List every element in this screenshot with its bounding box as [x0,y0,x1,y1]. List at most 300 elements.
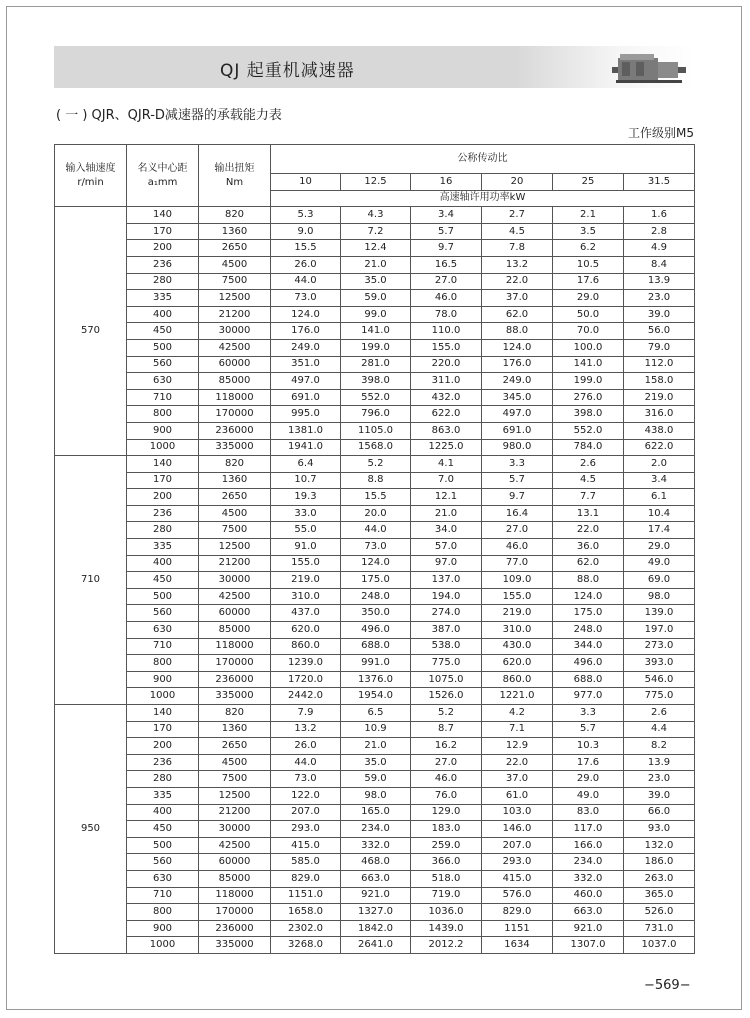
table-row [55,522,695,539]
power-cell: 622.0 [411,406,482,423]
ratio-header: 16 [411,174,482,191]
power-cell: 1376.0 [341,671,411,688]
center-distance-cell: 400 [127,306,199,323]
power-cell: 5.3 [271,207,341,224]
power-cell: 17.4 [624,522,695,539]
power-cell: 176.0 [482,356,553,373]
power-cell: 46.0 [411,290,482,307]
table-row [55,622,695,639]
power-cell: 137.0 [411,572,482,589]
power-cell: 921.0 [341,887,411,904]
power-cell: 977.0 [553,688,624,705]
power-cell: 1225.0 [411,439,482,456]
power-cell: 146.0 [482,821,553,838]
power-cell: 468.0 [341,854,411,871]
power-cell: 158.0 [624,373,695,390]
torque-cell: 1360 [199,472,271,489]
table-row [55,505,695,522]
center-distance-cell: 710 [127,638,199,655]
center-distance-cell: 710 [127,887,199,904]
table-row [55,821,695,838]
power-cell: 4.5 [482,223,553,240]
power-cell: 688.0 [341,638,411,655]
power-cell: 1381.0 [271,422,341,439]
center-distance-cell: 900 [127,671,199,688]
power-cell: 23.0 [624,290,695,307]
power-cell: 4.4 [624,721,695,738]
table-row [55,837,695,854]
power-cell: 78.0 [411,306,482,323]
power-cell: 15.5 [271,240,341,257]
table-row [55,738,695,755]
power-cell: 22.0 [482,273,553,290]
power-cell: 620.0 [482,655,553,672]
power-cell: 16.2 [411,738,482,755]
power-cell: 663.0 [341,870,411,887]
power-cell: 124.0 [271,306,341,323]
power-cell: 13.9 [624,754,695,771]
table-row [55,373,695,390]
center-distance-cell: 140 [127,705,199,722]
torque-cell: 4500 [199,754,271,771]
center-distance-cell: 500 [127,588,199,605]
power-cell: 13.2 [271,721,341,738]
center-distance-cell: 335 [127,787,199,804]
power-cell: 398.0 [553,406,624,423]
power-cell: 248.0 [553,622,624,639]
center-distance-cell: 500 [127,339,199,356]
power-cell: 1307.0 [553,937,624,954]
power-cell: 4.9 [624,240,695,257]
power-cell: 991.0 [341,655,411,672]
table-row [55,389,695,406]
power-cell: 117.0 [553,821,624,838]
torque-cell: 42500 [199,588,271,605]
table-row [55,705,695,722]
center-distance-cell: 450 [127,572,199,589]
power-cell: 4.3 [341,207,411,224]
torque-cell: 85000 [199,622,271,639]
torque-cell: 42500 [199,837,271,854]
power-cell: 3.3 [553,705,624,722]
input-speed-cell: 570 [55,207,127,456]
power-cell: 61.0 [482,787,553,804]
table-row [55,721,695,738]
torque-cell: 85000 [199,870,271,887]
torque-cell: 42500 [199,339,271,356]
power-cell: 103.0 [482,804,553,821]
power-cell: 69.0 [624,572,695,589]
power-cell: 6.5 [341,705,411,722]
power-cell: 2.6 [624,705,695,722]
torque-cell: 236000 [199,920,271,937]
power-cell: 73.0 [271,771,341,788]
power-cell: 860.0 [271,638,341,655]
power-cell: 219.0 [482,605,553,622]
power-cell: 35.0 [341,754,411,771]
power-cell: 132.0 [624,837,695,854]
power-cell: 10.5 [553,256,624,273]
power-cell: 497.0 [271,373,341,390]
torque-cell: 2650 [199,738,271,755]
input-speed-cell: 710 [55,456,127,705]
center-distance-cell: 236 [127,256,199,273]
power-cell: 183.0 [411,821,482,838]
power-cell: 36.0 [553,539,624,556]
power-cell: 2.8 [624,223,695,240]
torque-cell: 85000 [199,373,271,390]
power-cell: 21.0 [341,738,411,755]
torque-cell: 820 [199,705,271,722]
power-cell: 731.0 [624,920,695,937]
power-cell: 921.0 [553,920,624,937]
torque-cell: 118000 [199,638,271,655]
power-cell: 526.0 [624,904,695,921]
power-cell: 7.1 [482,721,553,738]
power-cell: 663.0 [553,904,624,921]
center-distance-cell: 280 [127,771,199,788]
power-cell: 7.2 [341,223,411,240]
power-cell: 175.0 [341,572,411,589]
power-cell: 46.0 [482,539,553,556]
torque-cell: 170000 [199,904,271,921]
center-distance-cell: 450 [127,323,199,340]
power-cell: 576.0 [482,887,553,904]
torque-cell: 2650 [199,240,271,257]
power-cell: 37.0 [482,771,553,788]
power-cell: 1239.0 [271,655,341,672]
table-row [55,588,695,605]
center-distance-cell: 800 [127,904,199,921]
torque-cell: 236000 [199,671,271,688]
power-cell: 83.0 [553,804,624,821]
power-cell: 34.0 [411,522,482,539]
power-cell: 6.4 [271,456,341,473]
power-cell: 73.0 [271,290,341,307]
power-cell: 17.6 [553,754,624,771]
power-cell: 5.7 [482,472,553,489]
power-cell: 55.0 [271,522,341,539]
power-cell: 1036.0 [411,904,482,921]
table-row [55,256,695,273]
power-cell: 46.0 [411,771,482,788]
center-distance-cell: 170 [127,472,199,489]
center-distance-cell: 630 [127,373,199,390]
torque-cell: 30000 [199,821,271,838]
torque-cell: 2650 [199,489,271,506]
power-cell: 166.0 [553,837,624,854]
torque-cell: 820 [199,456,271,473]
power-cell: 310.0 [271,588,341,605]
table-row [55,937,695,954]
power-cell: 26.0 [271,256,341,273]
power-cell: 10.9 [341,721,411,738]
torque-cell: 170000 [199,406,271,423]
power-cell: 4.2 [482,705,553,722]
power-cell: 8.2 [624,738,695,755]
center-distance-cell: 560 [127,854,199,871]
power-cell: 234.0 [553,854,624,871]
work-class-label: 工作级别M5 [628,126,694,140]
torque-cell: 335000 [199,937,271,954]
power-cell: 1658.0 [271,904,341,921]
power-cell: 263.0 [624,870,695,887]
power-cell: 29.0 [553,290,624,307]
power-cell: 17.6 [553,273,624,290]
center-distance-cell: 400 [127,804,199,821]
torque-cell: 4500 [199,256,271,273]
power-cell: 29.0 [624,539,695,556]
torque-cell: 7500 [199,522,271,539]
power-cell: 332.0 [553,870,624,887]
power-cell: 27.0 [411,273,482,290]
power-cell: 1439.0 [411,920,482,937]
power-cell: 175.0 [553,605,624,622]
table-row [55,754,695,771]
power-cell: 155.0 [411,339,482,356]
power-cell: 3.4 [624,472,695,489]
center-distance-cell: 1000 [127,937,199,954]
torque-cell: 1360 [199,721,271,738]
power-cell: 1151.0 [271,887,341,904]
torque-cell: 12500 [199,539,271,556]
power-cell: 37.0 [482,290,553,307]
power-cell: 44.0 [271,273,341,290]
power-cell: 259.0 [411,837,482,854]
power-cell: 13.1 [553,505,624,522]
power-cell: 3268.0 [271,937,341,954]
power-cell: 124.0 [482,339,553,356]
power-cell: 73.0 [341,539,411,556]
section-title: ( 一 ) QJR、QJR-D减速器的承载能力表 [56,108,282,123]
power-cell: 1842.0 [341,920,411,937]
center-distance-cell: 560 [127,356,199,373]
power-cell: 1037.0 [624,937,695,954]
table-row [55,638,695,655]
power-cell: 538.0 [411,638,482,655]
table-row [55,854,695,871]
power-cell: 50.0 [553,306,624,323]
torque-cell: 30000 [199,323,271,340]
power-cell: 273.0 [624,638,695,655]
power-cell: 5.7 [553,721,624,738]
power-cell: 12.1 [411,489,482,506]
power-cell: 691.0 [482,422,553,439]
power-cell: 496.0 [553,655,624,672]
power-cell: 44.0 [271,754,341,771]
power-cell: 2.0 [624,456,695,473]
center-distance-cell: 335 [127,539,199,556]
power-cell: 293.0 [271,821,341,838]
table-row [55,572,695,589]
table-row [55,771,695,788]
power-cell: 784.0 [553,439,624,456]
power-cell: 351.0 [271,356,341,373]
power-cell: 518.0 [411,870,482,887]
power-cell: 2641.0 [341,937,411,954]
table-row [55,472,695,489]
center-distance-cell: 140 [127,207,199,224]
power-cell: 350.0 [341,605,411,622]
input-speed-cell: 950 [55,705,127,954]
power-cell: 5.2 [341,456,411,473]
table-row [55,422,695,439]
power-cell: 76.0 [411,787,482,804]
power-cell: 7.7 [553,489,624,506]
power-cell: 415.0 [271,837,341,854]
power-cell: 995.0 [271,406,341,423]
power-cell: 2.1 [553,207,624,224]
table-row [55,688,695,705]
power-cell: 10.7 [271,472,341,489]
power-cell: 234.0 [341,821,411,838]
torque-cell: 21200 [199,804,271,821]
table-row [55,339,695,356]
power-cell: 197.0 [624,622,695,639]
power-cell: 88.0 [482,323,553,340]
power-cell: 79.0 [624,339,695,356]
torque-cell: 335000 [199,439,271,456]
center-distance-cell: 1000 [127,439,199,456]
center-distance-cell: 280 [127,522,199,539]
power-cell: 59.0 [341,771,411,788]
power-cell: 316.0 [624,406,695,423]
power-cell: 719.0 [411,887,482,904]
power-cell: 415.0 [482,870,553,887]
power-cell: 552.0 [553,422,624,439]
center-distance-cell: 710 [127,389,199,406]
power-cell: 22.0 [482,754,553,771]
torque-cell: 7500 [199,273,271,290]
power-cell: 98.0 [341,787,411,804]
power-cell: 366.0 [411,854,482,871]
power-cell: 100.0 [553,339,624,356]
torque-cell: 12500 [199,787,271,804]
page-number: −569− [644,978,691,993]
power-cell: 199.0 [341,339,411,356]
table-row [55,605,695,622]
torque-cell: 335000 [199,688,271,705]
power-cell: 1526.0 [411,688,482,705]
power-cell: 7.8 [482,240,553,257]
header-power: 高速轴许用功率kW [271,190,695,207]
power-cell: 16.4 [482,505,553,522]
center-distance-cell: 630 [127,622,199,639]
table-row [55,223,695,240]
power-cell: 4.5 [553,472,624,489]
table-row [55,787,695,804]
power-cell: 3.3 [482,456,553,473]
center-distance-cell: 236 [127,505,199,522]
power-cell: 155.0 [271,555,341,572]
power-cell: 393.0 [624,655,695,672]
power-cell: 276.0 [553,389,624,406]
torque-cell: 170000 [199,655,271,672]
power-cell: 365.0 [624,887,695,904]
power-cell: 122.0 [271,787,341,804]
ratio-header: 20 [482,174,553,191]
power-cell: 432.0 [411,389,482,406]
power-cell: 207.0 [482,837,553,854]
table-row [55,323,695,340]
center-distance-cell: 170 [127,223,199,240]
power-cell: 39.0 [624,787,695,804]
header-output-torque: 输出扭矩 Nm [199,145,271,207]
table-row [55,306,695,323]
table-row [55,555,695,572]
capacity-table [54,144,695,954]
power-cell: 99.0 [341,306,411,323]
power-cell: 248.0 [341,588,411,605]
table-row [55,207,695,224]
power-cell: 129.0 [411,804,482,821]
power-cell: 199.0 [553,373,624,390]
power-cell: 70.0 [553,323,624,340]
power-cell: 1634 [482,937,553,954]
power-cell: 345.0 [482,389,553,406]
power-cell: 1568.0 [341,439,411,456]
power-cell: 344.0 [553,638,624,655]
power-cell: 863.0 [411,422,482,439]
power-cell: 97.0 [411,555,482,572]
power-cell: 1151 [482,920,553,937]
center-distance-cell: 140 [127,456,199,473]
torque-cell: 118000 [199,389,271,406]
table-row [55,240,695,257]
power-cell: 207.0 [271,804,341,821]
torque-cell: 60000 [199,605,271,622]
power-cell: 110.0 [411,323,482,340]
power-cell: 6.2 [553,240,624,257]
power-cell: 219.0 [624,389,695,406]
center-distance-cell: 800 [127,655,199,672]
power-cell: 91.0 [271,539,341,556]
page-title: QJ 起重机减速器 [220,61,355,81]
power-cell: 829.0 [482,904,553,921]
header-input-speed: 输入轴速度 r/min [55,145,127,207]
power-cell: 7.9 [271,705,341,722]
power-cell: 13.9 [624,273,695,290]
power-cell: 552.0 [341,389,411,406]
power-cell: 109.0 [482,572,553,589]
power-cell: 3.5 [553,223,624,240]
power-cell: 430.0 [482,638,553,655]
power-cell: 1954.0 [341,688,411,705]
center-distance-cell: 200 [127,240,199,257]
table-row [55,887,695,904]
power-cell: 88.0 [553,572,624,589]
power-cell: 460.0 [553,887,624,904]
power-cell: 21.0 [341,256,411,273]
power-cell: 57.0 [411,539,482,556]
power-cell: 293.0 [482,854,553,871]
center-distance-cell: 200 [127,738,199,755]
power-cell: 5.7 [411,223,482,240]
torque-cell: 30000 [199,572,271,589]
power-cell: 5.2 [411,705,482,722]
center-distance-cell: 200 [127,489,199,506]
table-row [55,290,695,307]
power-cell: 332.0 [341,837,411,854]
torque-cell: 21200 [199,555,271,572]
table-row [55,439,695,456]
table-row [55,655,695,672]
header-center-distance: 名义中心距 a₁mm [127,145,199,207]
power-cell: 2.6 [553,456,624,473]
table-row [55,904,695,921]
table-row [55,273,695,290]
power-cell: 141.0 [553,356,624,373]
